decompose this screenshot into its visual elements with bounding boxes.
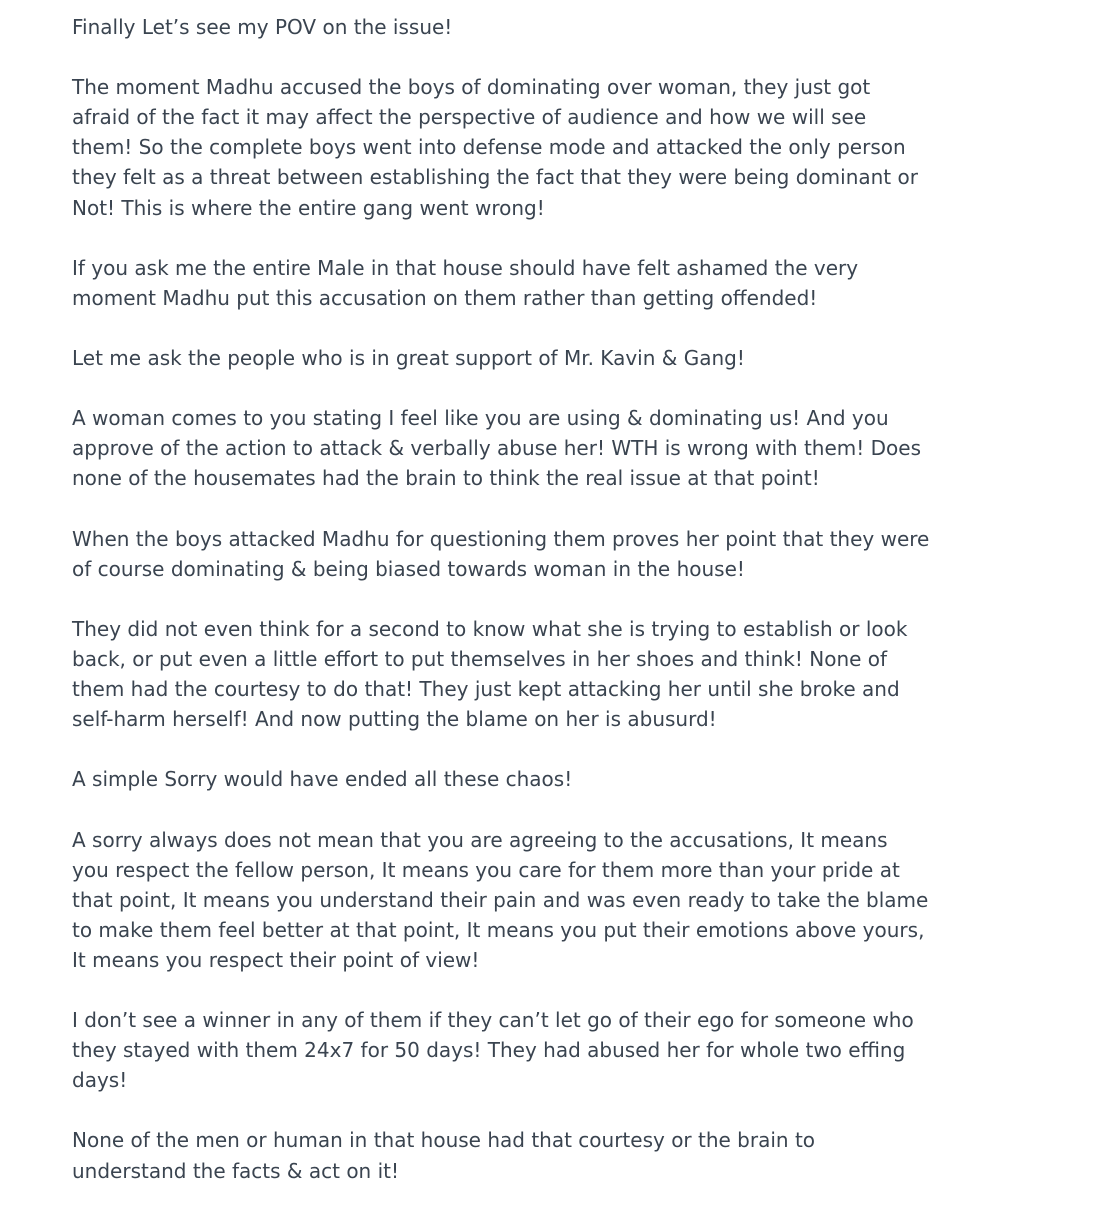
text-line: A woman comes to you stating I feel like you are using & dominating us! And you: [72, 406, 889, 431]
text-line: They did not even think for a second to know what she is trying to establish or look: [72, 616, 908, 641]
text-line: The moment Madhu accused the boys of dominating over woman, they just got: [72, 75, 871, 100]
text-line: to make them feel better at that point, It means you put their emotions above yours,: [72, 917, 925, 942]
paragraph-sorry-meaning: [72, 825, 929, 975]
paragraph-think: [72, 614, 908, 734]
text-line: them! So the complete boys went into defense mode and attacked the only person: [72, 135, 906, 160]
note-body: [72, 12, 930, 1216]
text-line: If you ask me the entire Male in that house should have felt ashamed the very: [72, 255, 859, 280]
text-line: of course dominating & being biased towards woman in the house!: [72, 556, 745, 581]
text-line: you respect the fellow person, It means you care for them more than your pride at: [72, 857, 900, 882]
text-line: them had the courtesy to do that! They just kept attacking her until she broke and: [72, 677, 900, 702]
paragraph-sorry: [72, 764, 902, 794]
text-line: afraid of the fact it may affect the perspective of audience and how we will see: [72, 105, 867, 130]
text-line: they stayed with them 24x7 for 50 days! They had abused her for whole two effing: [72, 1038, 906, 1063]
text-line: approve of the action to attack & verbally abuse her! WTH is wrong with them! Does: [72, 436, 921, 461]
paragraph-accusation: [72, 72, 918, 222]
text-line: moment Madhu put this accusation on them rather than getting offended!: [72, 285, 818, 310]
text-line: Finally Let’s see my POV on the issue!: [72, 15, 453, 39]
paragraph-conclusion: [72, 1125, 902, 1185]
paragraph-question: [72, 343, 902, 373]
text-line: It means you respect their point of view!: [72, 947, 480, 972]
paragraph-woman: [72, 403, 921, 493]
text-line: Let me ask the people who is in great support of Mr. Kavin & Gang!: [72, 346, 745, 371]
text-line: None of the men or human in that house had that courtesy or the brain to: [72, 1128, 816, 1153]
text-line: that point, It means you understand their pain and was even ready to take the blame: [72, 887, 929, 912]
text-line: days!: [72, 1068, 128, 1093]
paragraph-winner: [72, 1005, 914, 1095]
text-line: A simple Sorry would have ended all these chaos!: [72, 767, 573, 792]
text-line: I don’t see a winner in any of them if they can’t let go of their ego for someone who: [72, 1008, 914, 1033]
text-line: none of the housemates had the brain to think the real issue at that point!: [72, 466, 820, 491]
text-line: understand the facts & act on it!: [72, 1158, 400, 1183]
paragraph-proves-point: [72, 524, 930, 584]
text-line: Not! This is where the entire gang went wrong!: [72, 195, 545, 220]
text-line: they felt as a threat between establishing the fact that they were being dominant or: [72, 165, 918, 190]
text-line: When the boys attacked Madhu for questioning them proves her point that they were: [72, 526, 930, 551]
text-line: back, or put even a little effort to put themselves in her shoes and think! None of: [72, 646, 888, 671]
paragraph-ashamed: [72, 253, 902, 313]
text-line: self-harm herself! And now putting the blame on her is abusurd!: [72, 707, 717, 732]
paragraph-intro: [72, 12, 902, 42]
text-line: A sorry always does not mean that you are agreeing to the accusations, It means: [72, 827, 888, 852]
